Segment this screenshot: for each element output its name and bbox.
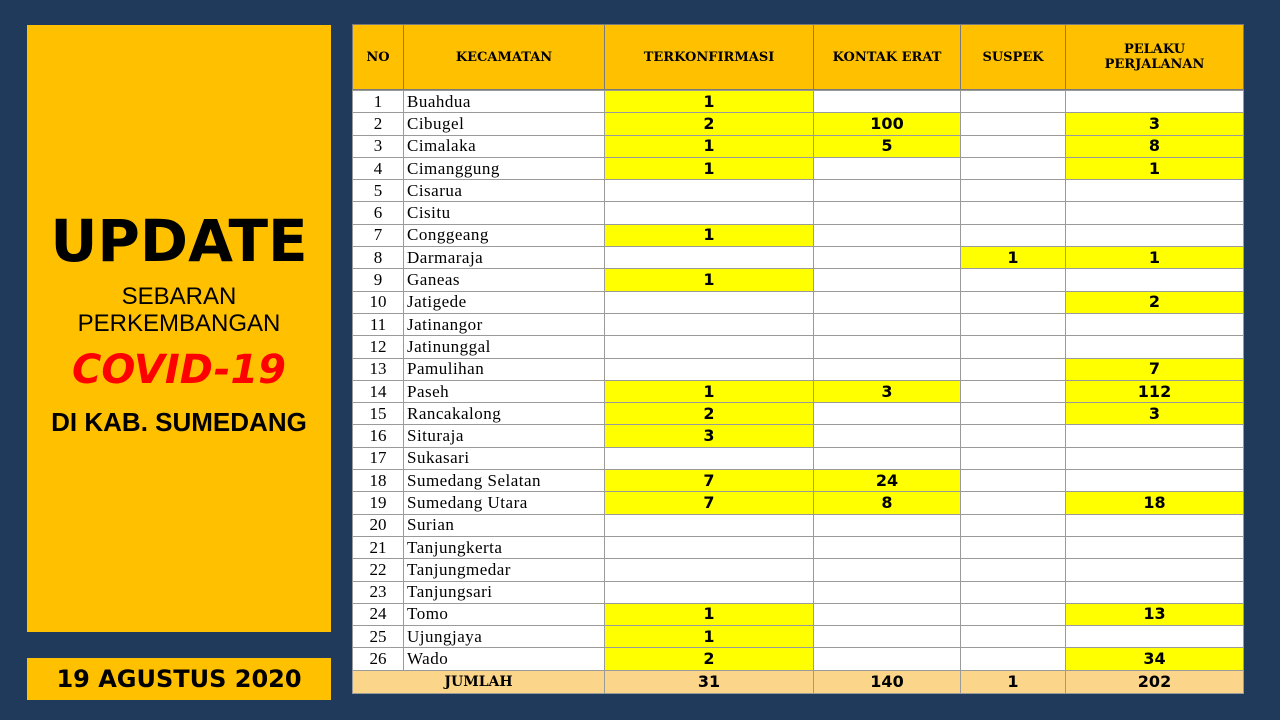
- row-kontak-erat: [814, 224, 961, 246]
- total-kontak-erat: 140: [814, 670, 961, 693]
- row-terkonfirmasi: [605, 247, 814, 269]
- total-pelaku: 202: [1066, 670, 1244, 693]
- row-no: 15: [353, 403, 404, 425]
- table-row: [353, 492, 1244, 514]
- row-terkonfirmasi: 2: [605, 113, 814, 135]
- row-terkonfirmasi: 1: [605, 380, 814, 402]
- row-kecamatan: Buahdua: [404, 91, 605, 113]
- row-suspek: [961, 626, 1066, 648]
- table-row: [353, 157, 1244, 179]
- row-terkonfirmasi: 7: [605, 470, 814, 492]
- row-pelaku: 3: [1066, 113, 1244, 135]
- table-row: [353, 269, 1244, 291]
- row-no: 18: [353, 470, 404, 492]
- total-row: [353, 670, 1244, 693]
- row-kontak-erat: [814, 603, 961, 625]
- row-suspek: [961, 603, 1066, 625]
- row-no: 2: [353, 113, 404, 135]
- row-pelaku: [1066, 447, 1244, 469]
- total-terkonfirmasi: 31: [605, 670, 814, 693]
- table-row: [353, 91, 1244, 113]
- header-no: NO: [353, 25, 404, 90]
- table-row: [353, 135, 1244, 157]
- row-suspek: [961, 202, 1066, 224]
- table-row: [353, 559, 1244, 581]
- header-terkonfirmasi: TERKONFIRMASI: [605, 25, 814, 90]
- row-suspek: [961, 559, 1066, 581]
- row-suspek: [961, 313, 1066, 335]
- row-terkonfirmasi: 1: [605, 269, 814, 291]
- row-suspek: [961, 113, 1066, 135]
- row-terkonfirmasi: 7: [605, 492, 814, 514]
- row-no: 4: [353, 157, 404, 179]
- row-no: 12: [353, 336, 404, 358]
- row-suspek: [961, 492, 1066, 514]
- row-kontak-erat: 8: [814, 492, 961, 514]
- row-pelaku: 1: [1066, 247, 1244, 269]
- row-terkonfirmasi: [605, 581, 814, 603]
- row-suspek: [961, 581, 1066, 603]
- row-terkonfirmasi: 2: [605, 648, 814, 670]
- header-pelaku-line2: PERJALANAN: [1104, 57, 1205, 72]
- row-kecamatan: Darmaraja: [404, 247, 605, 269]
- row-pelaku: 18: [1066, 492, 1244, 514]
- data-table-container: [352, 24, 1243, 691]
- row-terkonfirmasi: [605, 291, 814, 313]
- row-suspek: [961, 447, 1066, 469]
- header-suspek: SUSPEK: [961, 25, 1066, 90]
- row-pelaku: [1066, 626, 1244, 648]
- row-suspek: [961, 336, 1066, 358]
- row-kontak-erat: [814, 626, 961, 648]
- row-kecamatan: Conggeang: [404, 224, 605, 246]
- subtitle-sebaran: SEBARAN: [121, 283, 237, 310]
- row-kecamatan: Situraja: [404, 425, 605, 447]
- row-kecamatan: Cibugel: [404, 113, 605, 135]
- row-kontak-erat: [814, 291, 961, 313]
- row-terkonfirmasi: [605, 313, 814, 335]
- row-pelaku: 7: [1066, 358, 1244, 380]
- table-row: [353, 536, 1244, 558]
- row-kontak-erat: [814, 202, 961, 224]
- table-row: [353, 514, 1244, 536]
- row-suspek: [961, 224, 1066, 246]
- row-kontak-erat: [814, 336, 961, 358]
- row-no: 22: [353, 559, 404, 581]
- row-kontak-erat: [814, 514, 961, 536]
- header-kontak-erat: KONTAK ERAT: [814, 25, 961, 90]
- row-kontak-erat: [814, 648, 961, 670]
- row-suspek: [961, 403, 1066, 425]
- row-kecamatan: Cimalaka: [404, 135, 605, 157]
- row-pelaku: [1066, 425, 1244, 447]
- row-no: 21: [353, 536, 404, 558]
- row-kontak-erat: 3: [814, 380, 961, 402]
- subtitle-perkembangan: PERKEMBANGAN: [77, 310, 281, 337]
- row-kontak-erat: [814, 559, 961, 581]
- total-label: JUMLAH: [353, 670, 605, 693]
- row-kontak-erat: [814, 425, 961, 447]
- row-suspek: [961, 514, 1066, 536]
- row-kontak-erat: [814, 536, 961, 558]
- table-row: [353, 224, 1244, 246]
- row-kecamatan: Jatinangor: [404, 313, 605, 335]
- table-row: [353, 626, 1244, 648]
- covid-title: COVID-19: [72, 347, 286, 393]
- row-no: 3: [353, 135, 404, 157]
- row-kontak-erat: [814, 358, 961, 380]
- row-suspek: [961, 358, 1066, 380]
- row-kontak-erat: [814, 313, 961, 335]
- date-label: 19 AGUSTUS 2020: [27, 658, 331, 700]
- row-terkonfirmasi: 1: [605, 135, 814, 157]
- row-pelaku: 1: [1066, 157, 1244, 179]
- row-kecamatan: Pamulihan: [404, 358, 605, 380]
- row-kecamatan: Rancakalong: [404, 403, 605, 425]
- table-row: [353, 202, 1244, 224]
- row-no: 17: [353, 447, 404, 469]
- row-kontak-erat: [814, 180, 961, 202]
- row-no: 10: [353, 291, 404, 313]
- row-pelaku: [1066, 224, 1244, 246]
- table-row: [353, 113, 1244, 135]
- row-pelaku: [1066, 202, 1244, 224]
- row-pelaku: 8: [1066, 135, 1244, 157]
- row-kecamatan: Sukasari: [404, 447, 605, 469]
- row-no: 9: [353, 269, 404, 291]
- table-row: [353, 403, 1244, 425]
- row-suspek: [961, 135, 1066, 157]
- row-kecamatan: Tomo: [404, 603, 605, 625]
- row-no: 7: [353, 224, 404, 246]
- row-kontak-erat: 24: [814, 470, 961, 492]
- row-kontak-erat: [814, 157, 961, 179]
- row-terkonfirmasi: [605, 336, 814, 358]
- table-row: [353, 603, 1244, 625]
- row-no: 24: [353, 603, 404, 625]
- row-pelaku: [1066, 313, 1244, 335]
- row-pelaku: 34: [1066, 648, 1244, 670]
- table-row: [353, 447, 1244, 469]
- row-kontak-erat: [814, 581, 961, 603]
- row-terkonfirmasi: [605, 559, 814, 581]
- covid-table: [352, 24, 1244, 694]
- row-kontak-erat: [814, 403, 961, 425]
- row-pelaku: [1066, 336, 1244, 358]
- row-no: 19: [353, 492, 404, 514]
- row-pelaku: [1066, 536, 1244, 558]
- row-kecamatan: Jatigede: [404, 291, 605, 313]
- row-no: 26: [353, 648, 404, 670]
- row-terkonfirmasi: 1: [605, 626, 814, 648]
- row-no: 1: [353, 91, 404, 113]
- row-pelaku: 2: [1066, 291, 1244, 313]
- row-kecamatan: Surian: [404, 514, 605, 536]
- table-row: [353, 313, 1244, 335]
- row-kecamatan: Sumedang Selatan: [404, 470, 605, 492]
- row-kecamatan: Wado: [404, 648, 605, 670]
- row-no: 25: [353, 626, 404, 648]
- row-suspek: [961, 157, 1066, 179]
- row-terkonfirmasi: [605, 536, 814, 558]
- table-row: [353, 648, 1244, 670]
- table-row: [353, 380, 1244, 402]
- row-terkonfirmasi: 1: [605, 157, 814, 179]
- title-panel: [27, 25, 331, 632]
- row-pelaku: [1066, 91, 1244, 113]
- row-terkonfirmasi: [605, 180, 814, 202]
- row-pelaku: 112: [1066, 380, 1244, 402]
- row-kontak-erat: [814, 91, 961, 113]
- row-terkonfirmasi: [605, 514, 814, 536]
- table-row: [353, 291, 1244, 313]
- row-terkonfirmasi: 1: [605, 224, 814, 246]
- row-pelaku: [1066, 470, 1244, 492]
- row-pelaku: [1066, 180, 1244, 202]
- row-suspek: [961, 91, 1066, 113]
- row-pelaku: [1066, 269, 1244, 291]
- row-no: 5: [353, 180, 404, 202]
- row-kecamatan: Cimanggung: [404, 157, 605, 179]
- table-row: [353, 425, 1244, 447]
- table-row: [353, 470, 1244, 492]
- table-header-row: [353, 25, 1244, 90]
- table-row: [353, 358, 1244, 380]
- row-suspek: [961, 380, 1066, 402]
- row-kecamatan: Paseh: [404, 380, 605, 402]
- row-no: 6: [353, 202, 404, 224]
- row-no: 11: [353, 313, 404, 335]
- row-kecamatan: Tanjungkerta: [404, 536, 605, 558]
- header-kecamatan: KECAMATAN: [404, 25, 605, 90]
- row-no: 20: [353, 514, 404, 536]
- row-suspek: [961, 425, 1066, 447]
- row-pelaku: [1066, 514, 1244, 536]
- row-suspek: [961, 536, 1066, 558]
- update-title: UPDATE: [50, 207, 308, 275]
- row-kecamatan: Sumedang Utara: [404, 492, 605, 514]
- row-pelaku: 3: [1066, 403, 1244, 425]
- row-terkonfirmasi: 2: [605, 403, 814, 425]
- row-suspek: [961, 269, 1066, 291]
- row-pelaku: [1066, 559, 1244, 581]
- row-no: 8: [353, 247, 404, 269]
- row-no: 16: [353, 425, 404, 447]
- row-no: 23: [353, 581, 404, 603]
- table-row: [353, 336, 1244, 358]
- row-terkonfirmasi: 1: [605, 91, 814, 113]
- row-pelaku: [1066, 581, 1244, 603]
- header-pelaku-perjalanan: [1066, 25, 1244, 90]
- row-terkonfirmasi: 1: [605, 603, 814, 625]
- row-suspek: [961, 291, 1066, 313]
- table-row: [353, 247, 1244, 269]
- row-kontak-erat: [814, 269, 961, 291]
- row-kecamatan: Cisitu: [404, 202, 605, 224]
- row-kontak-erat: 100: [814, 113, 961, 135]
- row-suspek: 1: [961, 247, 1066, 269]
- row-kecamatan: Tanjungsari: [404, 581, 605, 603]
- table-row: [353, 180, 1244, 202]
- row-suspek: [961, 470, 1066, 492]
- row-kontak-erat: [814, 247, 961, 269]
- row-no: 14: [353, 380, 404, 402]
- row-suspek: [961, 180, 1066, 202]
- row-kontak-erat: [814, 447, 961, 469]
- row-kecamatan: Ganeas: [404, 269, 605, 291]
- row-kecamatan: Cisarua: [404, 180, 605, 202]
- row-terkonfirmasi: [605, 358, 814, 380]
- row-kecamatan: Ujungjaya: [404, 626, 605, 648]
- row-terkonfirmasi: [605, 447, 814, 469]
- total-suspek: 1: [961, 670, 1066, 693]
- header-pelaku-line1: PELAKU: [1123, 42, 1186, 57]
- row-kecamatan: Tanjungmedar: [404, 559, 605, 581]
- row-terkonfirmasi: 3: [605, 425, 814, 447]
- row-suspek: [961, 648, 1066, 670]
- row-terkonfirmasi: [605, 202, 814, 224]
- row-kecamatan: Jatinunggal: [404, 336, 605, 358]
- row-kontak-erat: 5: [814, 135, 961, 157]
- row-pelaku: 13: [1066, 603, 1244, 625]
- row-no: 13: [353, 358, 404, 380]
- region-label: DI KAB. SUMEDANG: [51, 407, 307, 437]
- table-row: [353, 581, 1244, 603]
